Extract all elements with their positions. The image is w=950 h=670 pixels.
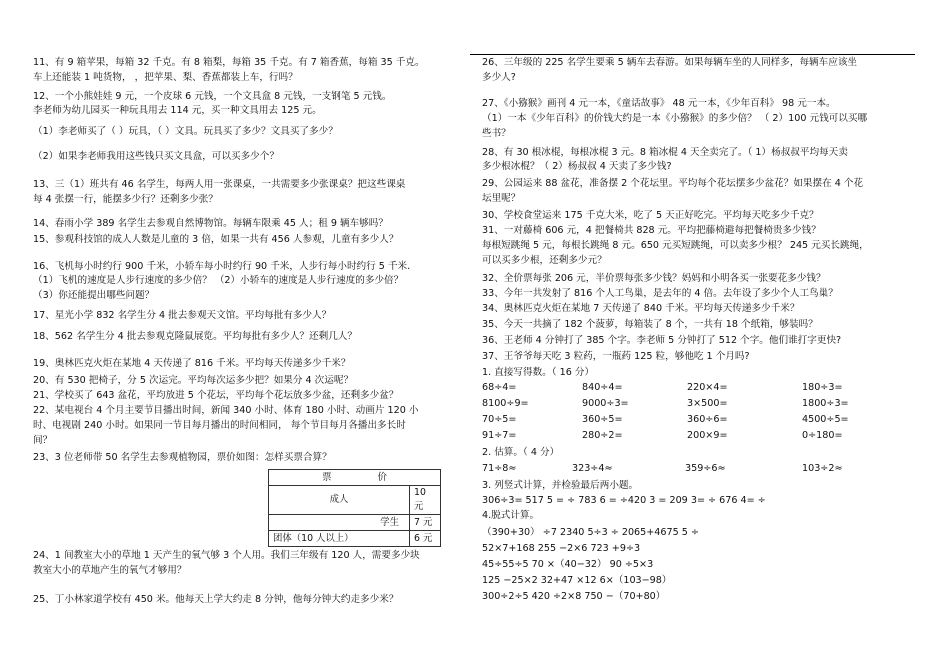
table-cell: 团体（10 人以上） [269, 531, 410, 547]
right-text-line: 34、奥林匹克火炬在某地 7 天传递了 840 千米。平均每天传递多少千米？ [482, 303, 800, 314]
calc-item: 280÷2= [582, 430, 623, 441]
calc-item: 180÷3= [802, 382, 843, 393]
right-text-line: 33、今年一共发射了 816 个人工鸟巢，是去年的 4 倍。去年设了多少个人工鸟巢？ [482, 288, 838, 299]
estimate-item: 103÷2≈ [802, 463, 843, 474]
estimate-item: 359÷6≈ [685, 463, 726, 474]
detach-calc-line: 45÷55÷5 70 ×（40−32） 90 ÷5×3 [482, 559, 654, 570]
right-text-line: 坛里呢？ [482, 193, 521, 204]
detach-calc-line: 300÷2÷5 420 ÷2×8 750 −（70+80） [482, 591, 666, 602]
table-row [269, 470, 441, 486]
table-cell: 6 元 [410, 531, 441, 547]
calc-item: 3×500= [687, 398, 728, 409]
calc-item: 4500÷5= [802, 414, 849, 425]
left-text-line: 15、参观科技馆的成人人数是儿童的 3 倍，如果一共有 456 人参观，儿童有多少人？ [33, 234, 399, 245]
left-text-line: 23、3 位老师带 50 名学生去参观植物园，票价如图：怎样买票合算？ [33, 452, 332, 463]
left-text-line: 24、1 间教室大小的草地 1 天产生的氧气够 3 个人用。我们三年级有 120 人，需要多少块 [33, 550, 420, 561]
left-text-line: 19、奥林匹克火炬在某地 4 天传递了 816 千米。平均每天传递多少千米？ [33, 358, 351, 369]
right-text-line: 35、今天一共摘了 182 个菠萝，每箱装了 8 个，一共有 18 个纸箱，够装吗？ [482, 319, 818, 330]
left-text-line: （1）飞机的速度是人步行速度的多少倍？ （2）小轿车的速度是人步行速度的多少倍？ [33, 275, 404, 286]
right-text-line: 多少根冰棍？（ 2）杨叔叔 4 天卖了多少钱? [482, 161, 672, 172]
right-text-line: 31、一对藤椅 606 元，4 把餐椅共 828 元。平均把藤椅避每把餐椅贵多少钱？ [482, 225, 821, 236]
calc-item: 8100÷9= [482, 398, 529, 409]
left-text-line: 25、丁小林家道学校有 450 米。他每天上学大约走 8 分钟，他每分钟大约走多少米？ [33, 594, 399, 605]
right-text-line: 30、学校食堂运来 175 千克大米，吃了 5 天正好吃完。平均每天吃多少千克？ [482, 210, 819, 221]
detach-calc-line: 52×7+168 255 −2×6 723 +9÷3 [482, 543, 641, 554]
ticket-price-table [268, 469, 441, 547]
table-cell: 10 元 [410, 486, 441, 515]
left-text-line: 18、562 名学生分 4 批去参观克隆鼠展览。平均每批有多少人？还剩几人？ [33, 331, 357, 342]
left-text-line: 20、有 530 把椅子，分 5 次运完。平均每次运多少把？如果分 4 次运呢？ [33, 375, 354, 386]
detach-calc-title: 4.脱式计算。 [482, 510, 540, 521]
table-cell: 成人 [269, 486, 410, 515]
left-text-line: 11、有 9 箱苹果，每箱 32 千克。有 8 箱梨，每箱 35 千克。有 7 箱香蕉，每箱 35 千克。 [33, 57, 425, 68]
right-text-line: 32、全价票每张 206 元，半价票每张多少钱？妈妈和小明各买一张要花多少钱？ [482, 273, 826, 284]
estimate-item: 71÷8≈ [482, 463, 517, 474]
calc-item: 840÷4= [582, 382, 623, 393]
left-text-line: 17、星光小学 832 名学生分 4 批去参观天文馆。平均每批有多少人？ [33, 310, 332, 321]
right-text-line: 37、王爷爷每天吃 3 粒药，一瓶药 125 粒，够他吃 1 个月吗? [482, 351, 750, 362]
table-cell: 学生 [269, 515, 410, 531]
vertical-calc-title: 3. 列竖式计算，并检验最后两小题。 [482, 480, 639, 491]
detach-calc-line: 125 −25×2 32+47 ×12 6×（103−98） [482, 575, 672, 586]
table-row [269, 531, 441, 547]
left-text-line: 12、一个小熊娃娃 9 元，一个皮球 6 元钱，一个文具盒 8 元钱，一支钢笔 5 元钱。 [33, 91, 392, 102]
left-text-line: （1）李老师买了（ ）玩具，（ ）文具。玩具买了多少？文具买了多少？ [33, 126, 338, 137]
table-row [269, 486, 441, 515]
left-text-line: 时、电视剧 240 小时。如果同一节目每月播出的时间相同， 每个节目每月各播出多长时 [33, 420, 406, 431]
calc-item: 1800÷3= [802, 398, 849, 409]
left-text-line: 22、某电视台 4 个月主要节目播出时间，新闻 340 小时、体育 180 小时、动画片 120 小 [33, 405, 419, 416]
left-text-line: 间？ [33, 435, 53, 446]
table-header: 票 价 [269, 470, 441, 486]
left-text-line: 16、飞机每小时约行 900 千米，小轿车每小时约行 90 千米，人步行每小时约行 5 千米. [33, 261, 411, 272]
left-text-line: 14、春雨小学 389 名学生去参观自然博物馆。每辆车限乘 45 人；租 9 辆车够吗？ [33, 218, 388, 229]
detach-calc-line: （390+30） ÷7 2340 5÷3 ÷ 2065+4675 5 ÷ [482, 527, 699, 538]
calc-item: 70÷5= [482, 414, 517, 425]
right-text-line: 1. 直接写得数。（ 16 分） [482, 367, 595, 378]
left-text-line: 13、三（1）班共有 46 名学生，每两人用一张课桌，一共需要多少张课桌？把这些课桌 [33, 179, 406, 190]
header-rule [470, 54, 915, 55]
right-text-line: 28、有 30 根冰棍，每根冰棍 3 元。8 箱冰棍 4 天全卖完了。（ 1）杨叔叔平均每天卖 [482, 147, 848, 158]
table-row [269, 515, 441, 531]
right-text-line: （1）一本《少年百科》的价钱大约是一本《小猕猴》的多少倍？ （ 2）100 元钱可以买哪 [482, 113, 868, 124]
left-text-line: 李老师为幼儿园买一种玩具用去 114 元，买一种文具用去 125 元。 [33, 105, 322, 116]
left-text-line: 教室大小的草地产生的氧气才够用？ [33, 565, 187, 576]
right-text-line: 29、公园运来 88 盆花，准备摆 2 个花坛里。平均每个花坛摆多少盆花？如果摆在 4 个花 [482, 178, 864, 189]
left-text-line: 车上还能装 1 吨货物， ，把苹果、梨、香蕉都装上车，行吗？ [33, 72, 298, 83]
calc-item: 68÷4= [482, 382, 517, 393]
left-text-line: 每 4 张摆一行，能摆多少行？还剩多少张？ [33, 194, 218, 205]
estimate-item: 323÷4≈ [572, 463, 613, 474]
right-text-line: 每根短跳绳 5 元，每根长跳绳 8 元。650 元买短跳绳，可以卖多少根？ 245 元买长跳绳， [482, 240, 869, 251]
calc-item: 360÷5= [582, 414, 623, 425]
table-cell: 7 元 [410, 515, 441, 531]
right-text-line: 27、《小猕猴》画刊 4 元一本，《童话故事》 48 元一本，《少年百科》 98 元一本。 [482, 98, 836, 109]
right-text-line: 36、王老师 4 分钟打了 385 个字。李老师 5 分钟打了 512 个字。他们谁打字更快? [482, 335, 842, 346]
calc-item: 220×4= [687, 382, 728, 393]
calc-item: 360÷6= [687, 414, 728, 425]
right-text-line: 些书？ [482, 128, 511, 139]
right-text-line: 26、三年级的 225 名学生要乘 5 辆车去春游。如果每辆车坐的人同样多，每辆车应该坐 [482, 57, 858, 68]
left-text-line: （2）如果李老师我用这些钱只买文具盒，可以买多少个？ [33, 151, 279, 162]
right-text-line: 可以买多少根，还剩多少元？ [482, 255, 607, 266]
left-text-line: （3）你还能提出哪些问题？ [33, 290, 155, 301]
calc-item: 91÷7= [482, 430, 517, 441]
calc-item: 9000÷3= [582, 398, 629, 409]
left-text-line: 21、学校买了 643 盆花，平均放进 5 个花坛，平均每个花坛放多少盆，还剩多少盆？ [33, 390, 399, 401]
calc-item: 200×9= [687, 430, 728, 441]
calc-item: 0÷180= [802, 430, 843, 441]
vertical-calc-line: 306÷3= 517 5 = ÷ 783 6 = ÷420 3 = 209 3= ÷ 676 4= ÷ [482, 495, 766, 506]
estimate-title: 2. 估算。（ 4 分） [482, 447, 560, 458]
right-text-line: 多少人? [482, 72, 516, 83]
